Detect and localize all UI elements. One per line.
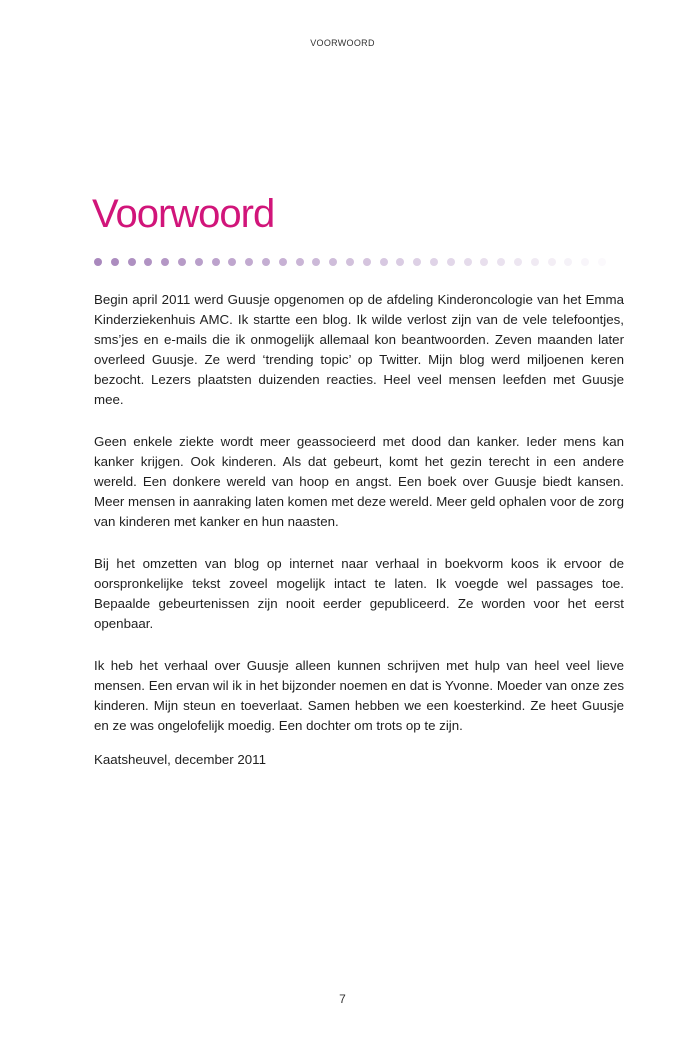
decorative-dot — [531, 258, 539, 266]
signature-place-date: Kaatsheuvel, december 2011 — [94, 752, 266, 767]
paragraph-4: Ik heb het verhaal over Guusje alleen kunnen schrijven met hulp van heel veel lieve mensen. Een ervan wil ik in het bijzonder noemen en dat is Yvonne. Moeder van onze zes kinderen. Mijn steun en toeverlaat. Samen hebben we een koesterkind. Ze heet Guusje en ze was ongelofelijk moedig. Een dochter om trots op te zijn. — [94, 658, 624, 733]
decorative-dot — [497, 258, 505, 266]
chapter-title: Voorwoord — [92, 192, 275, 236]
decorative-dot — [581, 258, 589, 266]
decorative-dot — [346, 258, 354, 266]
decorative-dot — [195, 258, 203, 266]
decorative-dot — [144, 258, 152, 266]
decorative-dot-row — [94, 258, 614, 268]
decorative-dot — [279, 258, 287, 266]
decorative-dot — [380, 258, 388, 266]
decorative-dot — [178, 258, 186, 266]
decorative-dot — [598, 258, 606, 266]
paragraph-1: Begin april 2011 werd Guusje opgenomen op de afdeling Kinderoncologie van het Emma Kinderziekenhuis AMC. Ik startte een blog. Ik wilde verlost zijn van de vele telefoontjes, sms’jes en e-mails die ik onmogelijk allemaal kon beantwoorden. Zeven maanden later overleed Guusje. Ze werd ‘trending topic’ op Twitter. Mijn blog werd miljoenen keren bezocht. Lezers plaatsten duizenden reacties. Heel veel mensen leefden met Guusje mee. — [94, 292, 624, 407]
page-number: 7 — [339, 992, 346, 1006]
decorative-dot — [212, 258, 220, 266]
body-text — [94, 290, 624, 758]
decorative-dot — [548, 258, 556, 266]
decorative-dot — [128, 258, 136, 266]
decorative-dot — [413, 258, 421, 266]
decorative-dot — [464, 258, 472, 266]
paragraph-2: Geen enkele ziekte wordt meer geassocieerd met dood dan kanker. Ieder mens kan kanker krijgen. Ook kinderen. Als dat gebeurt, komt het gezin terecht in een andere wereld. Een donkere wereld van hoop en angst. Een boek over Guusje biedt kansen. Meer mensen in aanraking laten komen met deze wereld. Meer geld ophalen voor de zorg van kinderen met kanker en hun naasten. — [94, 434, 624, 529]
decorative-dot — [312, 258, 320, 266]
decorative-dot — [329, 258, 337, 266]
decorative-dot — [111, 258, 119, 266]
running-header: VOORWOORD — [310, 38, 375, 48]
paragraph-3: Bij het omzetten van blog op internet naar verhaal in boekvorm koos ik ervoor de oorspronkelijke tekst zoveel mogelijk intact te laten. Ik voegde wel passages toe. Bepaalde gebeurtenissen zijn nooit eerder gepubliceerd. Ze worden voor het eerst openbaar. — [94, 556, 624, 631]
decorative-dot — [396, 258, 404, 266]
decorative-dot — [430, 258, 438, 266]
decorative-dot — [447, 258, 455, 266]
decorative-dot — [363, 258, 371, 266]
decorative-dot — [296, 258, 304, 266]
decorative-dot — [94, 258, 102, 266]
decorative-dot — [161, 258, 169, 266]
decorative-dot — [480, 258, 488, 266]
decorative-dot — [245, 258, 253, 266]
decorative-dot — [564, 258, 572, 266]
decorative-dot — [514, 258, 522, 266]
decorative-dot — [228, 258, 236, 266]
decorative-dot — [262, 258, 270, 266]
